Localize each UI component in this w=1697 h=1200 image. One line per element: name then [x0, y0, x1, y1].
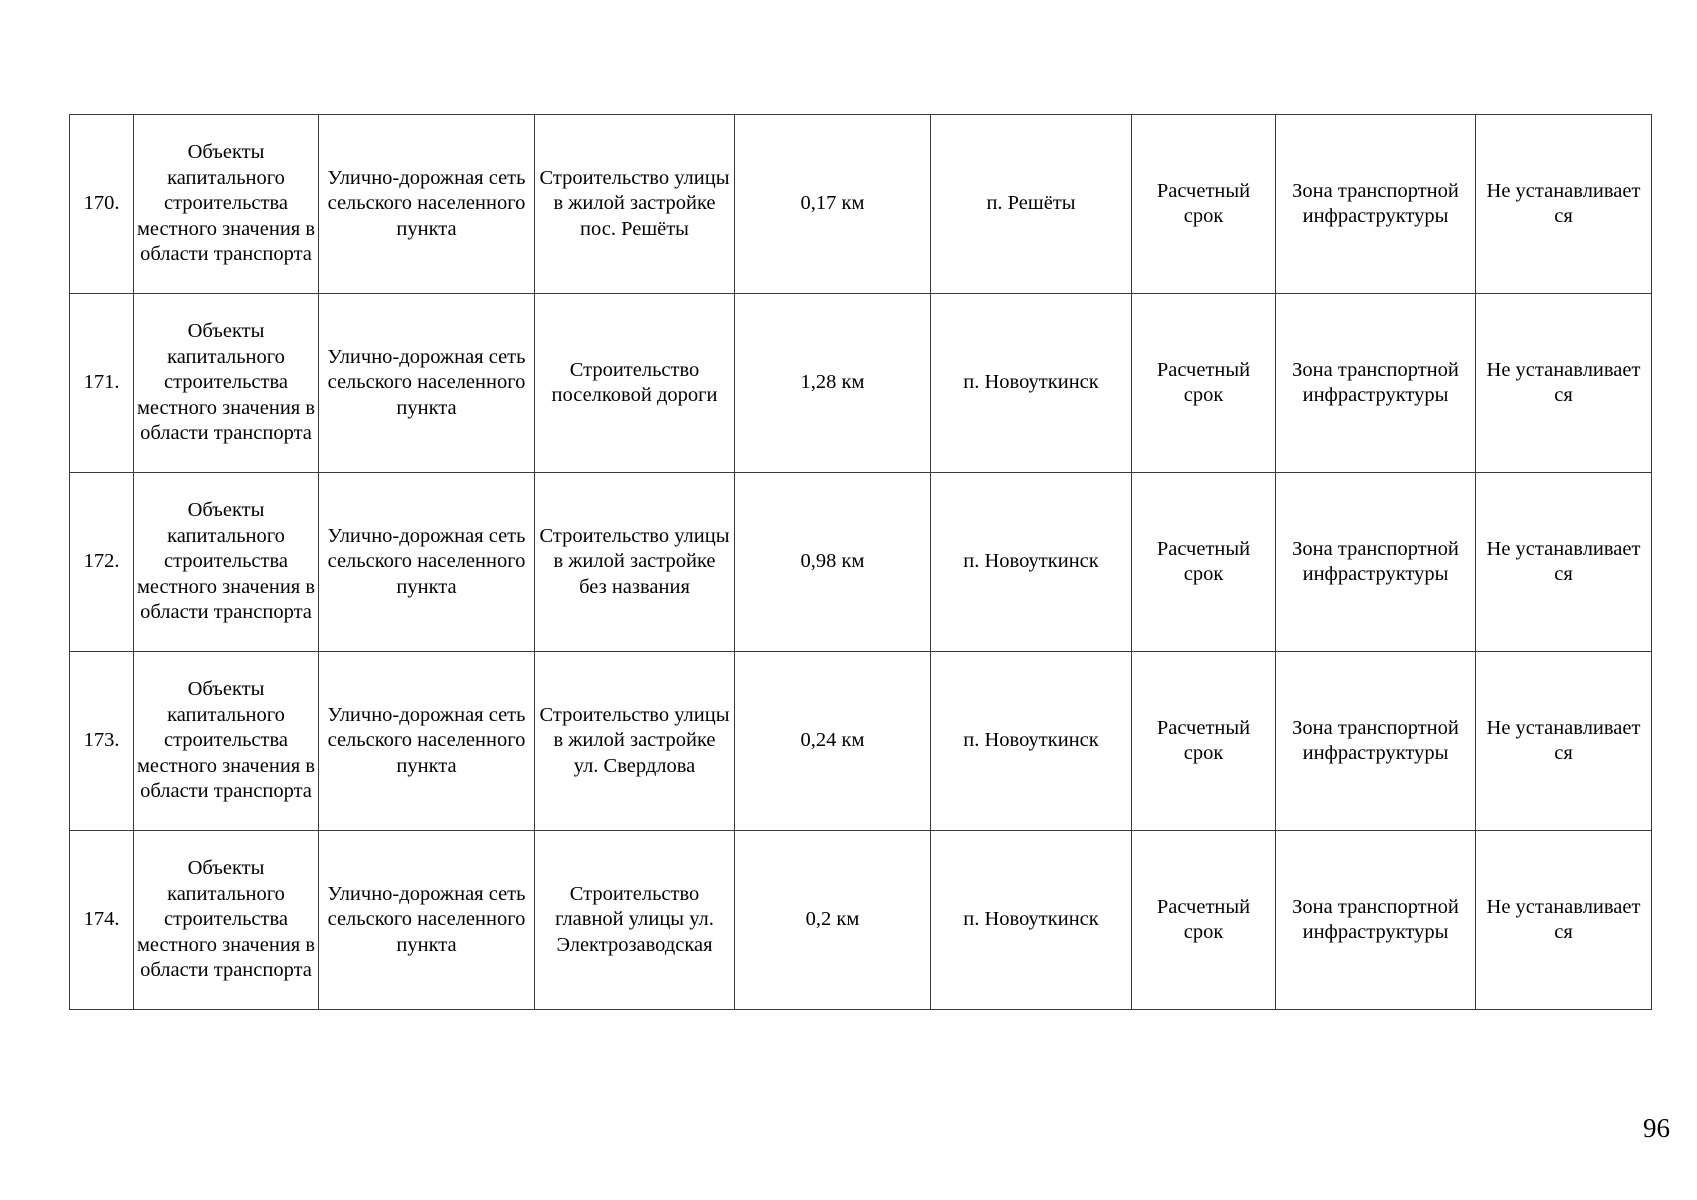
- description-cell: Строительство улицы в жилой застройке без названия: [535, 473, 735, 652]
- normative-cell: Не устанавливается: [1476, 294, 1652, 473]
- term-cell: Расчетный срок: [1132, 652, 1276, 831]
- location-cell: п. Новоуткинск: [931, 831, 1132, 1010]
- category-cell: Улично-дорожная сеть сельского населенного пункта: [319, 473, 535, 652]
- table-row: [70, 115, 1652, 294]
- zone-cell: Зона транспортной инфраструктуры: [1276, 473, 1476, 652]
- category-cell: Улично-дорожная сеть сельского населенного пункта: [319, 294, 535, 473]
- description-cell: Строительство улицы в жилой застройке пос. Решёты: [535, 115, 735, 294]
- category-cell: Улично-дорожная сеть сельского населенного пункта: [319, 831, 535, 1010]
- objects-table: [69, 114, 1652, 1010]
- table-row: [70, 652, 1652, 831]
- term-cell: Расчетный срок: [1132, 831, 1276, 1010]
- row-number-cell: 171.: [70, 294, 134, 473]
- location-cell: п. Новоуткинск: [931, 294, 1132, 473]
- normative-cell: Не устанавливается: [1476, 473, 1652, 652]
- length-cell: 1,28 км: [735, 294, 931, 473]
- zone-cell: Зона транспортной инфраструктуры: [1276, 652, 1476, 831]
- object-type-cell: Объекты капитального строительства местного значения в области транспорта: [134, 652, 319, 831]
- description-cell: Строительство главной улицы ул. Электрозаводская: [535, 831, 735, 1010]
- term-cell: Расчетный срок: [1132, 294, 1276, 473]
- description-cell: Строительство поселковой дороги: [535, 294, 735, 473]
- table-row: [70, 294, 1652, 473]
- normative-cell: Не устанавливается: [1476, 652, 1652, 831]
- object-type-cell: Объекты капитального строительства местного значения в области транспорта: [134, 473, 319, 652]
- row-number-cell: 172.: [70, 473, 134, 652]
- length-cell: 0,98 км: [735, 473, 931, 652]
- table-row: [70, 831, 1652, 1010]
- location-cell: п. Новоуткинск: [931, 473, 1132, 652]
- row-number-cell: 170.: [70, 115, 134, 294]
- length-cell: 0,24 км: [735, 652, 931, 831]
- object-type-cell: Объекты капитального строительства местного значения в области транспорта: [134, 115, 319, 294]
- length-cell: 0,17 км: [735, 115, 931, 294]
- table-row: [70, 473, 1652, 652]
- category-cell: Улично-дорожная сеть сельского населенного пункта: [319, 115, 535, 294]
- object-type-cell: Объекты капитального строительства местного значения в области транспорта: [134, 831, 319, 1010]
- row-number-cell: 174.: [70, 831, 134, 1010]
- term-cell: Расчетный срок: [1132, 473, 1276, 652]
- row-number-cell: 173.: [70, 652, 134, 831]
- location-cell: п. Решёты: [931, 115, 1132, 294]
- zone-cell: Зона транспортной инфраструктуры: [1276, 831, 1476, 1010]
- length-cell: 0,2 км: [735, 831, 931, 1010]
- location-cell: п. Новоуткинск: [931, 652, 1132, 831]
- description-cell: Строительство улицы в жилой застройке ул. Свердлова: [535, 652, 735, 831]
- object-type-cell: Объекты капитального строительства местного значения в области транспорта: [134, 294, 319, 473]
- page-number: 96: [1643, 1113, 1670, 1143]
- normative-cell: Не устанавливается: [1476, 115, 1652, 294]
- term-cell: Расчетный срок: [1132, 115, 1276, 294]
- category-cell: Улично-дорожная сеть сельского населенного пункта: [319, 652, 535, 831]
- normative-cell: Не устанавливается: [1476, 831, 1652, 1010]
- zone-cell: Зона транспортной инфраструктуры: [1276, 115, 1476, 294]
- zone-cell: Зона транспортной инфраструктуры: [1276, 294, 1476, 473]
